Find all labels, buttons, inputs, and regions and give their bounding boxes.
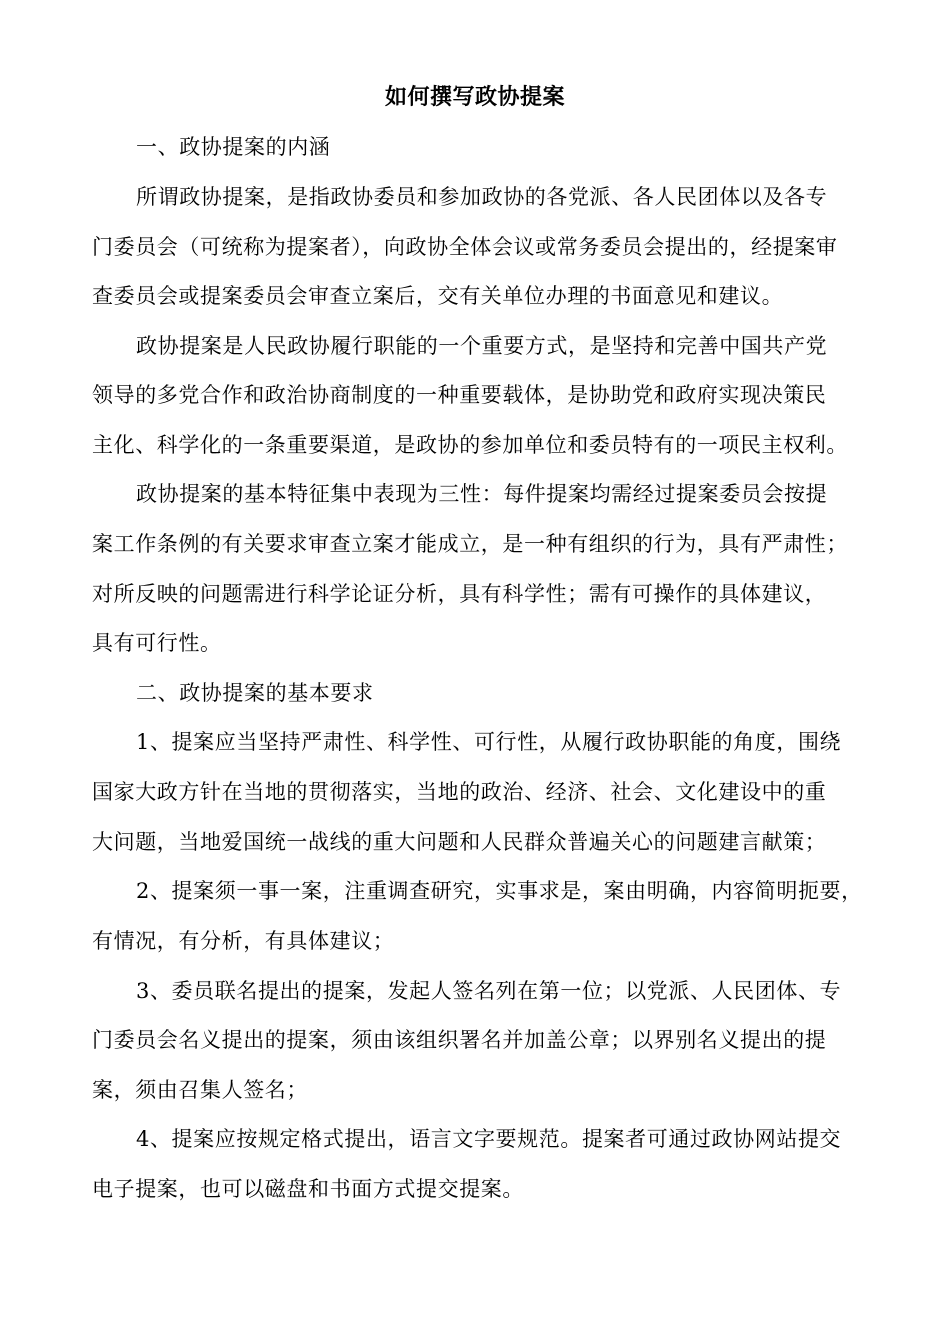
section-heading-2: 二、政协提案的基本要求 (136, 681, 374, 705)
paragraph-line: 具有可行性。 (92, 631, 222, 655)
section-heading-1: 一、政协提案的内涵 (136, 135, 331, 159)
list-item-line: 门委员会名义提出的提案，须由该组织署名并加盖公章；以界别名义提出的提 (92, 1028, 827, 1052)
list-item-line: 1、提案应当坚持严肃性、科学性、可行性，从履行政协职能的角度，围绕 (136, 730, 842, 754)
list-item-line: 案，须由召集人签名； (92, 1078, 308, 1102)
paragraph-line: 查委员会或提案委员会审查立案后，交有关单位办理的书面意见和建议。 (92, 284, 784, 308)
paragraph-line: 主化、科学化的一条重要渠道，是政协的参加单位和委员特有的一项民主权利。 (92, 433, 848, 457)
list-item-line: 有情况，有分析，有具体建议； (92, 929, 395, 953)
paragraph-line: 门委员会（可统称为提案者），向政协全体会议或常务委员会提出的，经提案审 (92, 235, 838, 259)
paragraph-line: 案工作条例的有关要求审查立案才能成立，是一种有组织的行为，具有严肃性； (92, 532, 848, 556)
list-item-line: 电子提案，也可以磁盘和书面方式提交提案。 (92, 1177, 524, 1201)
list-item-line: 国家大政方针在当地的贯彻落实，当地的政治、经济、社会、文化建设中的重 (92, 780, 827, 804)
paragraph-line: 政协提案是人民政协履行职能的一个重要方式，是坚持和完善中国共产党 (136, 334, 828, 358)
paragraph-line: 对所反映的问题需进行科学论证分析，具有科学性；需有可操作的具体建议， (92, 582, 827, 606)
list-item-line: 3、委员联名提出的提案，发起人签名列在第一位；以党派、人民团体、专 (136, 979, 842, 1003)
list-item-line: 大问题，当地爱国统一战线的重大问题和人民群众普遍关心的问题建言献策； (92, 830, 827, 854)
document-title: 如何撰写政协提案 (384, 84, 565, 110)
paragraph-line: 领导的多党合作和政治协商制度的一种重要载体，是协助党和政府实现决策民 (92, 383, 827, 407)
paragraph-line: 政协提案的基本特征集中表现为三性：每件提案均需经过提案委员会按提 (136, 482, 828, 506)
paragraph-line: 所谓政协提案，是指政协委员和参加政协的各党派、各人民团体以及各专 (136, 185, 828, 209)
list-item-line: 4、提案应按规定格式提出，语言文字要规范。提案者可通过政协网站提交 (136, 1127, 842, 1151)
list-item-line: 2、提案须一事一案，注重调查研究，实事求是，案由明确，内容简明扼要， (136, 879, 863, 903)
